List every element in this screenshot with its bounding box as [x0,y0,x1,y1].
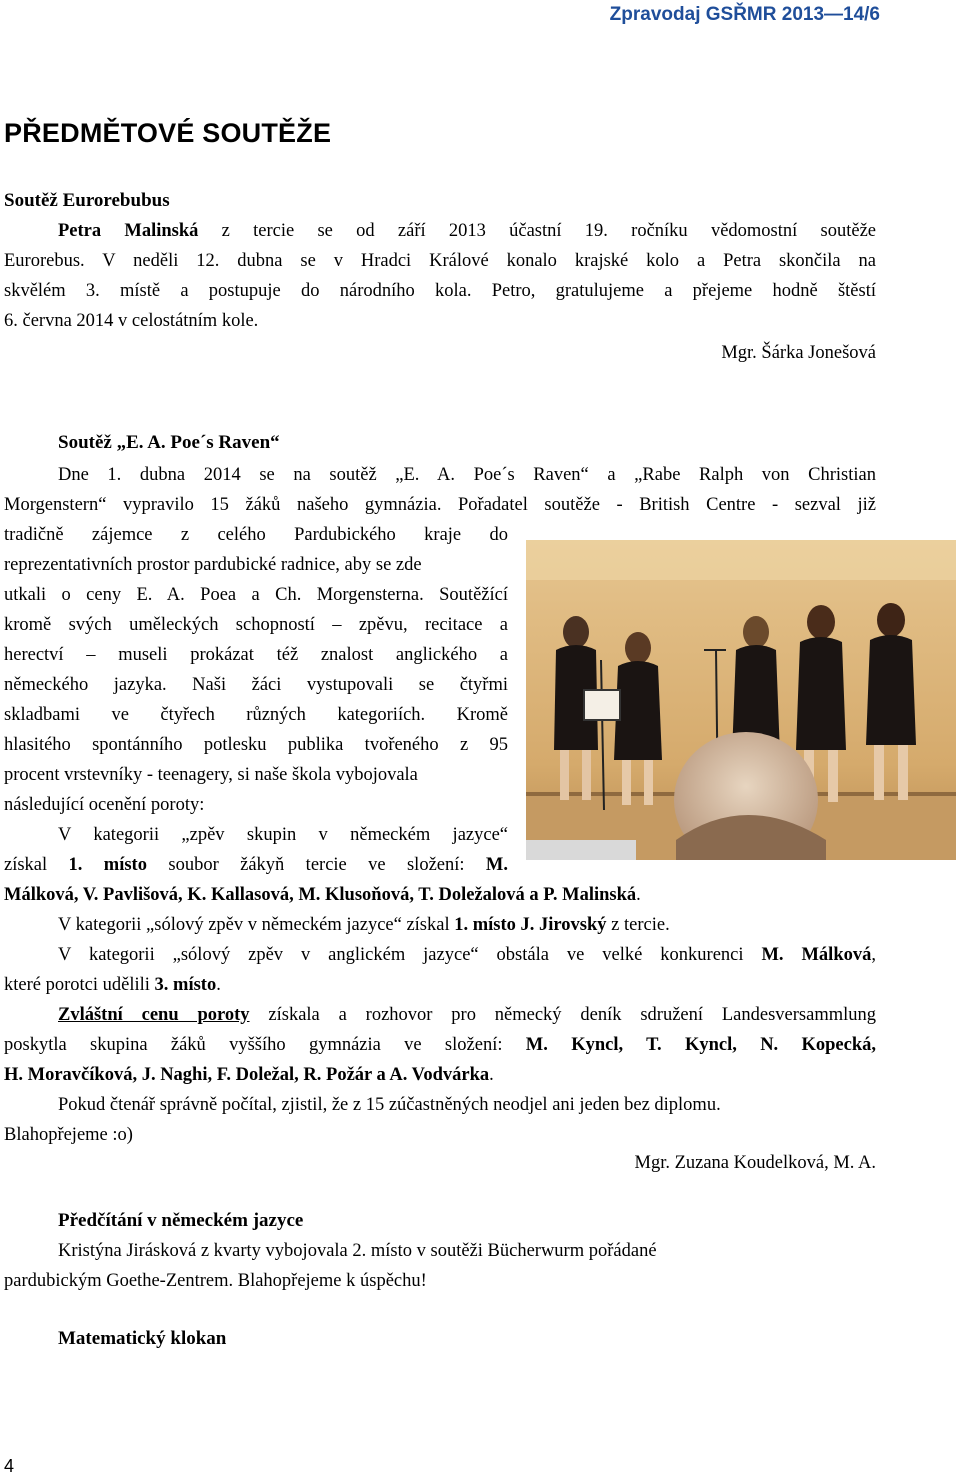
raven-line-17: V kategorii „sólový zpěv v anglickém jazyce“ obstála ve velké konkurenci M. Málková, [58,945,876,965]
raven-line-7: herectví – museli prokázat též znalost anglického a [4,645,508,665]
raven-line-10: hlasitého spontánního potlesku publika tvořeného z 95 [4,735,508,755]
raven-line-12: následující ocenění poroty: [4,795,205,815]
eurorebus-line-4: 6. června 2014 v celostátním kole. [4,311,259,331]
eurorebus-line-2: Eurorebus. V neděli 12. dubna se v Hradci Králové konalo krajské kolo a Petra skončila na [4,251,876,271]
eurorebus-signature: Mgr. Šárka Jonešová [721,343,876,363]
raven-line-3: tradičně zájemce z celého Pardubického kraje do [4,525,508,545]
raven-line-5: utkali o ceny E. A. Poea a Ch. Morgensterna. Soutěžící [4,585,508,605]
eurorebus-line-3: skvělém 3. místě a postupuje do národního kola. Petro, gratulujeme a přejeme hodně štěstí [4,281,876,301]
raven-line-18: které porotci udělili 3. místo. [4,975,221,995]
photo-illustration [526,540,956,860]
reading-line-2: pardubickým Goethe-Zentrem. Blahopřejeme k úspěchu! [4,1271,427,1291]
raven-line-4: reprezentativních prostor pardubické radnice, aby se zde [4,555,422,575]
raven-line-13: V kategorii „zpěv skupin v německém jazyce“ [58,825,508,845]
raven-line-15: Málková, V. Pavlišová, K. Kallasová, M. Klusoňová, T. Doležalová a P. Malinská. [4,885,641,905]
raven-line-16: V kategorii „sólový zpěv v německém jazyce“ získal 1. místo J. Jirovský z tercie. [58,915,670,935]
reading-heading: Předčítání v německém jazyce [58,1210,304,1231]
raven-line-1: Dne 1. dubna 2014 se na soutěž „E. A. Poe´s Raven“ a „Rabe Ralph von Christian [58,465,876,485]
raven-signature: Mgr. Zuzana Koudelková, M. A. [634,1153,876,1173]
raven-heading: Soutěž „E. A. Poe´s Raven“ [58,432,280,453]
raven-line-2: Morgenstern“ vypravilo 15 žáků našeho gymnázia. Pořadatel soutěže - British Centre - sezval již [4,495,876,515]
raven-line-14: získal 1. místo soubor žákyň tercie ve složení: M. [4,855,509,875]
page-number: 4 [4,1456,15,1476]
raven-line-9: skladbami ve čtyřech různých kategoriích. Kromě [4,705,508,725]
raven-line-21: H. Moravčíková, J. Naghi, F. Doležal, R. Požár a A. Vodvárka. [4,1065,494,1085]
page-title: PŘEDMĚTOVÉ SOUTĚŽE [4,118,332,148]
raven-line-11: procent vrstevníky - teenagery, si naše škola vybojovala [4,765,418,785]
klokan-heading: Matematický klokan [58,1328,227,1349]
raven-line-6: kromě svých uměleckých schopností – zpěvu, recitace a [4,615,508,635]
eurorebus-heading: Soutěž Eurorebubus [4,190,170,211]
raven-line-22: Pokud čtenář správně počítal, zjistil, že z 15 zúčastněných neodjel ani jeden bez diplomu. [58,1095,721,1115]
raven-line-20: poskytla skupina žáků vyššího gymnázia ve složení: M. Kyncl, T. Kyncl, N. Kopecká, [4,1035,876,1055]
performance-photo [526,540,956,860]
raven-line-19: Zvláštní cenu poroty získala a rozhovor pro německý deník sdružení Landesversammlung [58,1005,876,1025]
reading-line-1: Kristýna Jirásková z kvarty vybojovala 2. místo v soutěži Bücherwurm pořádané [58,1241,657,1261]
raven-line-8: německého jazyka. Naši žáci vystupovali se čtyřmi [4,675,508,695]
eurorebus-line-1: Petra Malinská z tercie se od září 2013 účastní 19. ročníku vědomostní soutěže [58,221,877,241]
raven-line-23: Blahopřejeme :o) [4,1125,133,1145]
running-header: Zpravodaj GSŘMR 2013—14/6 [609,4,880,25]
